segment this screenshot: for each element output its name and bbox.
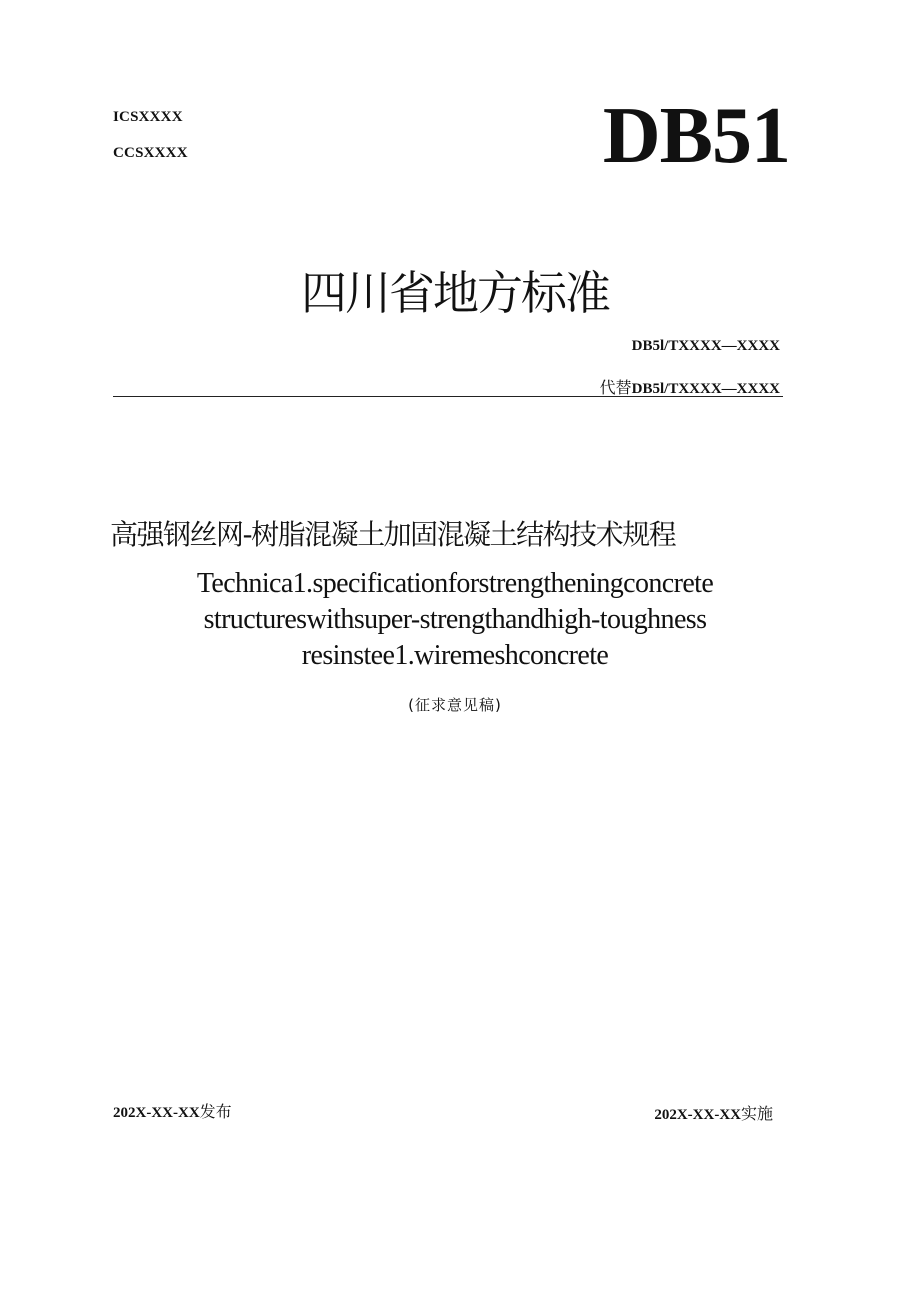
standard-number: DB5l/TXXXX—XXXX (631, 338, 780, 354)
document-title-en-line-3: resinstee1.wiremeshconcrete (301, 640, 609, 671)
ccs-code: CCSXXXX (113, 145, 188, 161)
replaces-number: DB5l/TXXXX—XXXX (631, 381, 780, 397)
standard-type-title: 四川省地方标准 (301, 266, 609, 320)
publish-date-line (113, 1099, 232, 1122)
header-divider (113, 396, 783, 397)
effective-label: 实施 (740, 1104, 773, 1123)
publish-date: 202X-XX-XX (113, 1105, 200, 1121)
replaces-line (600, 375, 780, 398)
ics-code: ICSXXXX (113, 109, 183, 125)
replaces-prefix: 代替 (599, 378, 632, 397)
draft-status: (征求意见稿) (408, 696, 502, 714)
effective-date: 202X-XX-XX (654, 1107, 741, 1123)
effective-date-line (654, 1101, 773, 1124)
db51-logo: DB51 (602, 92, 790, 180)
publish-label: 发布 (199, 1102, 232, 1121)
document-title-en-line-1: Technica1.specificationforstrengtheningconcrete (196, 568, 714, 599)
document-title-en-line-2: structureswithsuper-strengthandhigh-toughness (203, 604, 707, 635)
document-title-cn: 高强钢丝网-树脂混凝土加固混凝土结构技术规程 (110, 518, 676, 551)
